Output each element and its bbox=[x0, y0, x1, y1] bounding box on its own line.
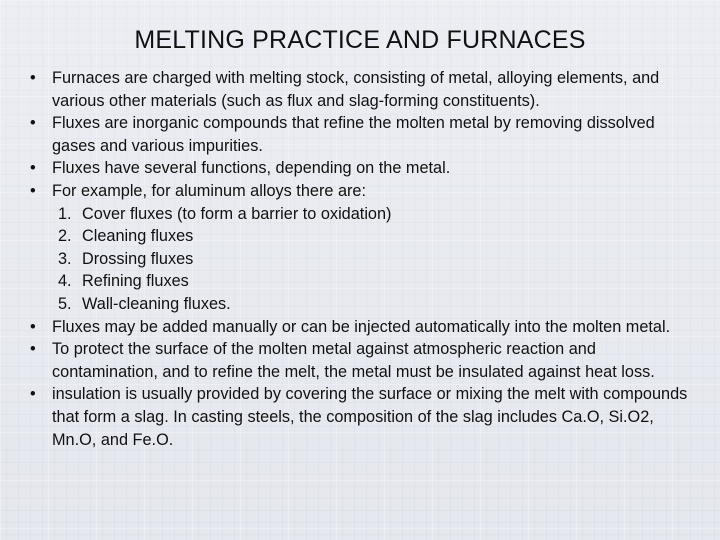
bullet-item: • Fluxes have several functions, depending on the metal. bbox=[24, 157, 700, 180]
bullet-text: For example, for aluminum alloys there are: bbox=[52, 181, 366, 200]
numbered-item bbox=[24, 270, 700, 293]
item-number: 4. bbox=[58, 272, 72, 291]
item-number: 3. bbox=[58, 249, 72, 268]
item-text: Drossing fluxes bbox=[82, 249, 194, 268]
item-number: 5. bbox=[58, 294, 72, 313]
bullet-item: • insulation is usually provided by covering the surface or mixing the melt with compounds that form a slag. In casting steels, the composition of the slag includes Ca.O, Si.O2, Mn.O, and Fe.O. bbox=[24, 383, 700, 451]
bullet-item: • Furnaces are charged with melting stock, consisting of metal, alloying elements, and various other materials (such as flux and slag-forming constituents). bbox=[24, 67, 700, 112]
item-text: Wall-cleaning fluxes. bbox=[82, 294, 231, 313]
item-text: Cleaning fluxes bbox=[82, 227, 194, 246]
bullet-item: • Fluxes may be added manually or can be injected automatically into the molten metal. bbox=[24, 316, 700, 339]
numbered-item bbox=[24, 225, 700, 248]
bullet-item: • Fluxes are inorganic compounds that refine the molten metal by removing dissolved gases and various impurities. bbox=[24, 112, 700, 157]
slide-title: MELTING PRACTICE AND FURNACES bbox=[134, 26, 586, 54]
item-number: 1. bbox=[58, 204, 72, 223]
bullet-list bbox=[24, 316, 700, 452]
numbered-item bbox=[24, 248, 700, 271]
slide-content bbox=[24, 67, 700, 451]
numbered-item bbox=[24, 203, 700, 226]
item-number: 2. bbox=[58, 227, 72, 246]
item-text: Cover fluxes (to form a barrier to oxidation) bbox=[82, 204, 392, 223]
bullet-item: • To protect the surface of the molten metal against atmospheric reaction and contamination, and to refine the melt, the metal must be insulated against heat loss. bbox=[24, 338, 700, 383]
bullet-item bbox=[24, 180, 700, 203]
bullet-list bbox=[24, 67, 700, 203]
numbered-sublist bbox=[24, 203, 700, 316]
numbered-item bbox=[24, 293, 700, 316]
item-text: Refining fluxes bbox=[82, 272, 189, 291]
